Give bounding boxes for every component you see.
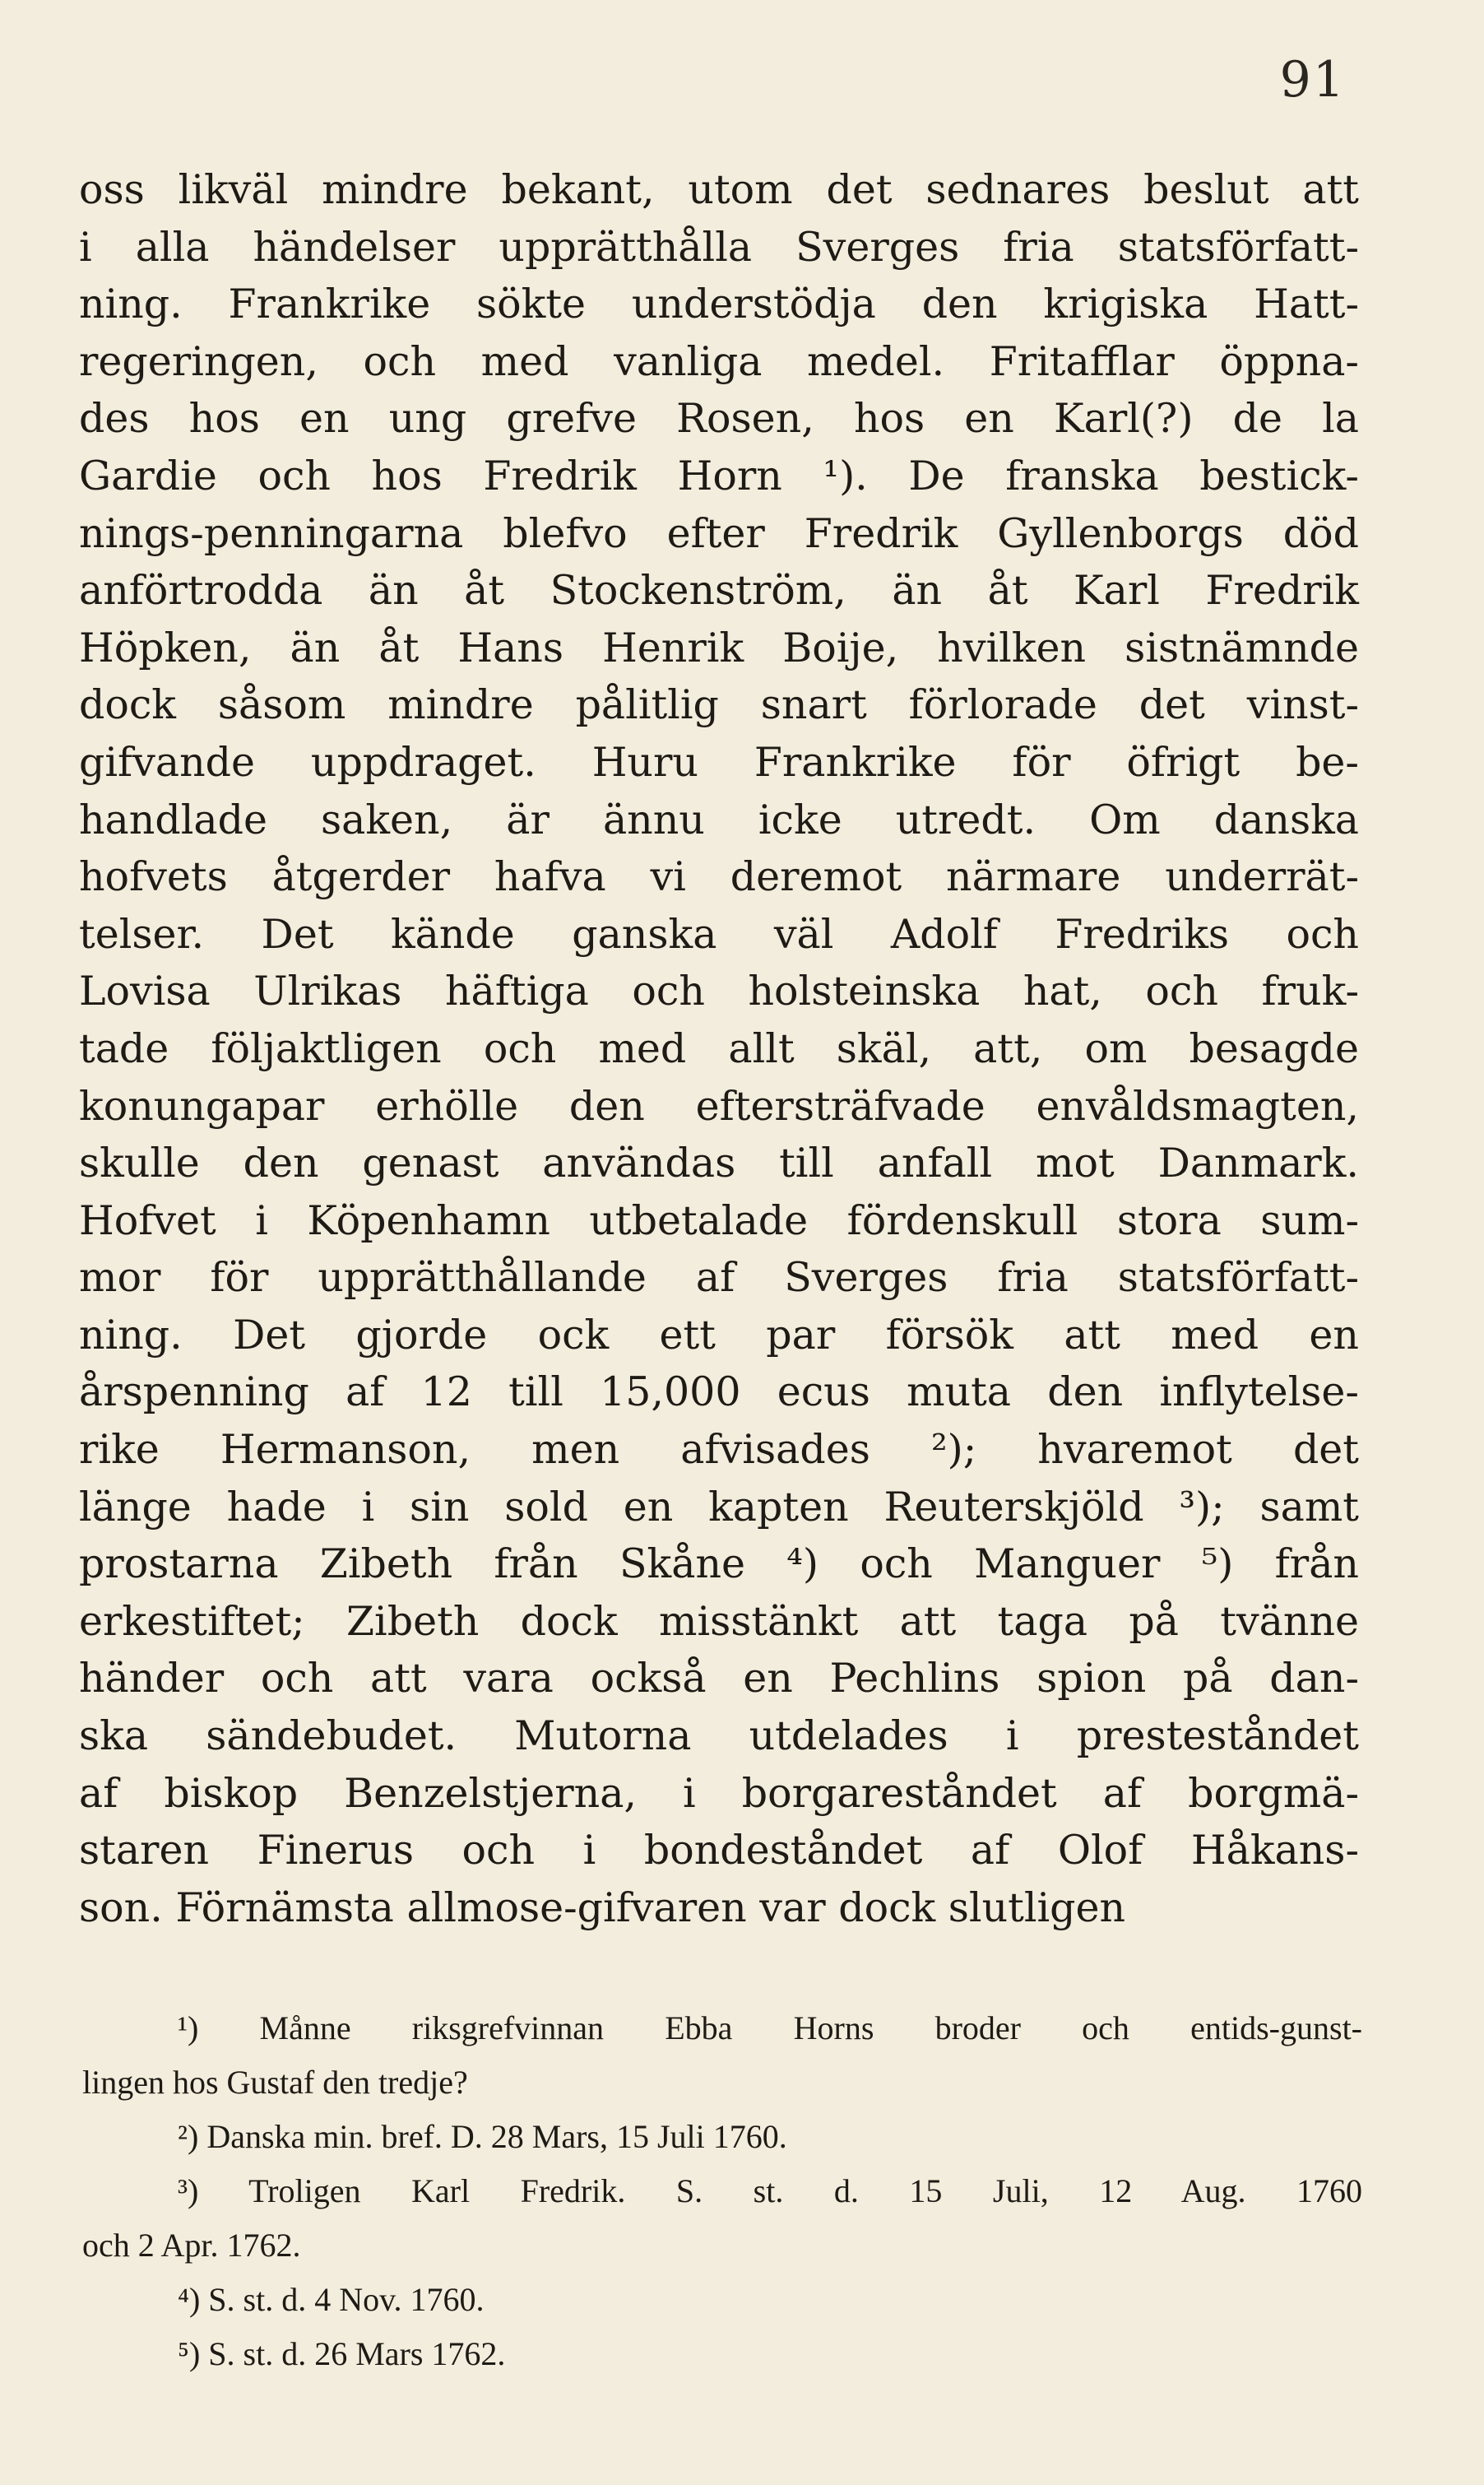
text-line: dock såsom mindre pålitlig snart förlorade det vinst- (79, 681, 1359, 729)
text-line: mor för upprätthållande af Sverges fria statsförfatt- (79, 1254, 1359, 1302)
footnote-line: ⁴) S. st. d. 4 Nov. 1760. (178, 2281, 485, 2318)
text-line: af biskop Benzelstjerna, i borgareståndet af borgmä- (79, 1769, 1359, 1817)
body-text (79, 161, 1359, 1936)
text-line: skulle den genast användas till anfall mot Danmark. (79, 1140, 1359, 1187)
text-line: händer och att vara också en Pechlins spion på dan- (79, 1655, 1359, 1702)
text-line: hofvets åtgerder hafva vi deremot närmare underrät- (79, 853, 1359, 901)
text-line: Hofvet i Köpenhamn utbetalade fördenskull stora sum- (79, 1196, 1359, 1244)
text-line: gifvande uppdraget. Huru Frankrike för öfrigt be- (79, 738, 1359, 786)
text-line: oss likväl mindre bekant, utom det sednares beslut att (79, 166, 1359, 213)
text-line: staren Finerus och i bondeståndet af Olof Håkans- (79, 1827, 1359, 1874)
text-line: rike Hermanson, men afvisades ²); hvaremot det (79, 1426, 1359, 1474)
footnote-line: ¹) Månne riksgrefvinnan Ebba Horns broder och entids-gunst- (178, 2009, 1362, 2046)
text-line: årspenning af 12 till 15,000 ecus muta den inflytelse- (79, 1368, 1359, 1416)
text-line: telser. Det kände ganska väl Adolf Fredriks och (79, 910, 1359, 958)
text-line: des hos en ung grefve Rosen, hos en Karl(?) de la (79, 395, 1359, 443)
text-line: i alla händelser upprätthålla Sverges fria statsförfatt- (79, 223, 1359, 271)
footnote-line: ²) Danska min. bref. D. 28 Mars, 15 Juli 1760. (178, 2118, 787, 2155)
text-line: anförtrodda än åt Stockenström, än åt Karl Fredrik (79, 567, 1359, 615)
page-number: 91 (1279, 51, 1346, 109)
text-line: ning. Det gjorde ock ett par försök att med en (79, 1311, 1359, 1359)
text-line: handlade saken, är ännu icke utredt. Om danska (79, 796, 1359, 843)
text-line: tade följaktligen och med allt skäl, att, om besagde (79, 1024, 1359, 1072)
footnotes (82, 2001, 1362, 2381)
footnote-line: och 2 Apr. 1762. (82, 2227, 301, 2264)
text-line: prostarna Zibeth från Skåne ⁴) och Manguer ⁵) från (79, 1540, 1359, 1588)
text-line: ska sändebudet. Mutorna utdelades i presteståndet (79, 1712, 1359, 1760)
text-line: erkestiftet; Zibeth dock misstänkt att taga på tvänne (79, 1597, 1359, 1645)
text-line: ning. Frankrike sökte understödja den krigiska Hatt- (79, 281, 1359, 328)
footnote-line: ⁵) S. st. d. 26 Mars 1762. (178, 2335, 506, 2372)
text-line: Höpken, än åt Hans Henrik Boije, hvilken sistnämnde (79, 624, 1359, 671)
text-line: länge hade i sin sold en kapten Reuterskjöld ³); samt (79, 1483, 1359, 1530)
text-line: konungapar erhölle den eftersträfvade envåldsmagten, (79, 1082, 1359, 1130)
footnote-line: ³) Troligen Karl Fredrik. S. st. d. 15 Juli, 12 Aug. 1760 (178, 2172, 1362, 2209)
text-line: son. Förnämsta allmose-gifvaren var dock slutligen (79, 1883, 1126, 1931)
text-line: Lovisa Ulrikas häftiga och holsteinska hat, och fruk- (79, 968, 1359, 1015)
text-line: nings-penningarna blefvo efter Fredrik Gyllenborgs död (79, 509, 1359, 557)
text-line: Gardie och hos Fredrik Horn ¹). De franska bestick- (79, 452, 1359, 499)
footnote-line: lingen hos Gustaf den tredje? (82, 2064, 468, 2101)
text-line: regeringen, och med vanliga medel. Fritafflar öppna- (79, 337, 1359, 385)
